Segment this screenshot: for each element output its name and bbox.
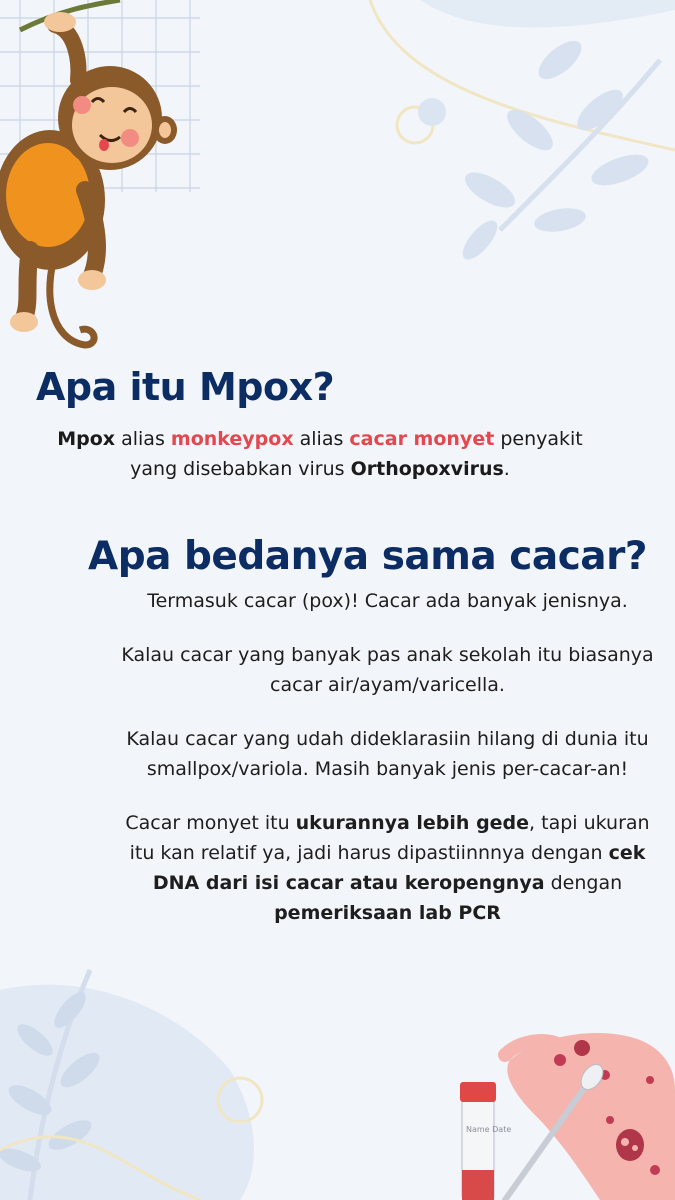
paragraph-2: Kalau cacar yang banyak pas anak sekolah itu biasanya cacar air/ayam/varicella. (121, 644, 654, 696)
page-title: Apa itu Mpox? (36, 365, 335, 409)
tube-label: Name Date (466, 1125, 512, 1134)
section-body (110, 586, 665, 952)
paragraph-1: Termasuk cacar (pox)! Cacar ada banyak jenisnya. (147, 590, 628, 612)
paragraph-3: Kalau cacar yang udah dideklarasiin hilang di dunia itu smallpox/variola. Masih banyak jenis per-cacar-an! (126, 728, 649, 780)
intro-text: Mpox alias monkeypox alias cacar monyet penyakit yang disebabkan virus Orthopoxvirus. (57, 428, 583, 480)
medical-illustration (440, 1020, 675, 1200)
monkey-illustration (0, 0, 200, 360)
paragraph-4: Cacar monyet itu ukurannya lebih gede, tapi ukuran itu kan relatif ya, jadi harus dipastiinnnya dengan cek DNA dari isi cacar atau keropengnya dengan pemeriksaan lab PCR (125, 812, 650, 924)
section-title: Apa bedanya sama cacar? (88, 534, 647, 579)
leaf-decoration-bottom (0, 950, 300, 1200)
leaf-decoration-top (360, 0, 675, 300)
